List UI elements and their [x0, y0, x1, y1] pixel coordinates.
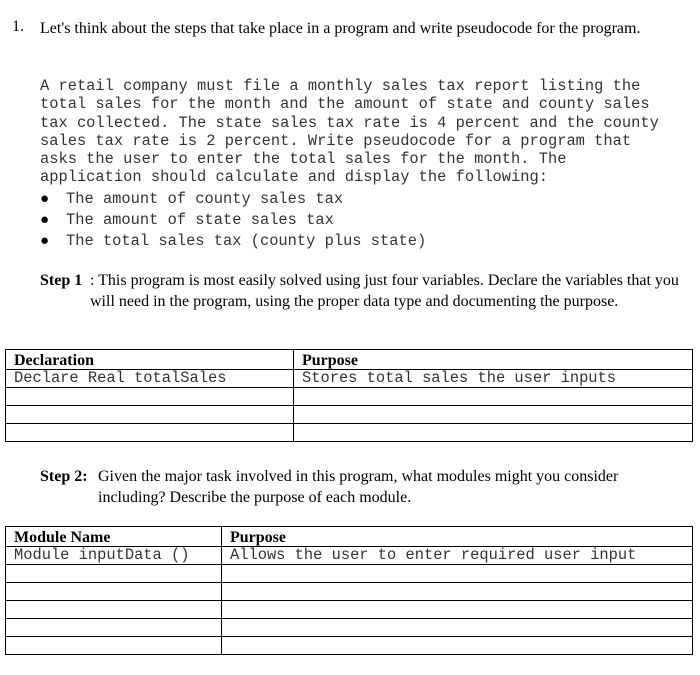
table-row: [6, 547, 693, 565]
table-row: [6, 370, 693, 388]
table-row: [6, 583, 693, 601]
table-cell[interactable]: [6, 583, 222, 601]
table-cell[interactable]: [294, 388, 693, 406]
column-header: Purpose: [222, 527, 693, 547]
bullet-list: [40, 189, 426, 252]
column-header: Declaration: [6, 350, 294, 370]
column-header: Module Name: [6, 527, 222, 547]
table-row: [6, 388, 693, 406]
step1-text: : This program is most easily solved using just four variables. Declare the variables that you will need in the program, using the proper data type and documenting the purpose.: [90, 272, 679, 310]
step2-text: Given the major task involved in this program, what modules might you consider including? Describe the purpose of each module.: [98, 468, 619, 506]
table-cell[interactable]: [6, 619, 222, 637]
scenario-line: application should calculate and display the following:: [40, 168, 548, 187]
table-row: [6, 424, 693, 442]
table-cell[interactable]: Module inputData (): [6, 547, 222, 565]
table-cell[interactable]: Allows the user to enter required user input: [222, 547, 693, 565]
step1-label: Step 1: [40, 272, 83, 289]
table-cell[interactable]: [6, 601, 222, 619]
table-cell[interactable]: [6, 637, 222, 655]
table-row: [6, 406, 693, 424]
table-cell[interactable]: [6, 406, 294, 424]
table-cell[interactable]: Stores total sales the user inputs: [294, 370, 693, 388]
question-text: Let's think about the steps that take place in a program and write pseudocode for the program.: [40, 20, 641, 37]
table-header-row: [6, 350, 693, 370]
bullet-item: ● The total sales tax (county plus state): [40, 232, 427, 250]
table-cell[interactable]: [222, 565, 693, 583]
step2-label: Step 2:: [40, 468, 88, 485]
column-header: Purpose: [294, 350, 693, 370]
scenario-text: [40, 77, 690, 187]
scenario-line: A retail company must file a monthly sales tax report listing the: [40, 77, 641, 95]
scenario-line: asks the user to enter the total sales for the month. The: [40, 150, 567, 169]
table-row: [6, 601, 693, 619]
step1-instructions: [40, 270, 679, 310]
table-header-row: [6, 527, 693, 547]
table-row: [6, 565, 693, 583]
bullet-icon: ●: [40, 212, 50, 229]
table-cell[interactable]: [294, 424, 693, 442]
bullet-item: ● The amount of state sales tax: [40, 211, 334, 229]
bullet-icon: ●: [40, 233, 50, 250]
bullet-icon: ●: [40, 191, 50, 208]
scenario-line: tax collected. The state sales tax rate is 4 percent and the county: [40, 113, 659, 132]
question-number: 1.: [12, 18, 24, 35]
table-row: [6, 637, 693, 655]
table-row: [6, 619, 693, 637]
table-cell[interactable]: [222, 583, 693, 601]
bullet-item: ● The amount of county sales tax: [40, 190, 344, 208]
module-table: [5, 526, 693, 655]
table-cell[interactable]: [6, 388, 294, 406]
table-cell[interactable]: Declare Real totalSales: [6, 370, 294, 388]
table-cell[interactable]: [6, 565, 222, 583]
table-cell[interactable]: [222, 601, 693, 619]
table-cell[interactable]: [6, 424, 294, 442]
scenario-line: total sales for the month and the amount of state and county sales: [40, 95, 650, 114]
declaration-table: [5, 349, 693, 442]
table-cell[interactable]: [222, 637, 693, 655]
table-cell[interactable]: [222, 619, 693, 637]
scenario-line: sales tax rate is 2 percent. Write pseudocode for a program that: [40, 131, 632, 150]
step2-instructions: [40, 466, 619, 506]
table-cell[interactable]: [294, 406, 693, 424]
